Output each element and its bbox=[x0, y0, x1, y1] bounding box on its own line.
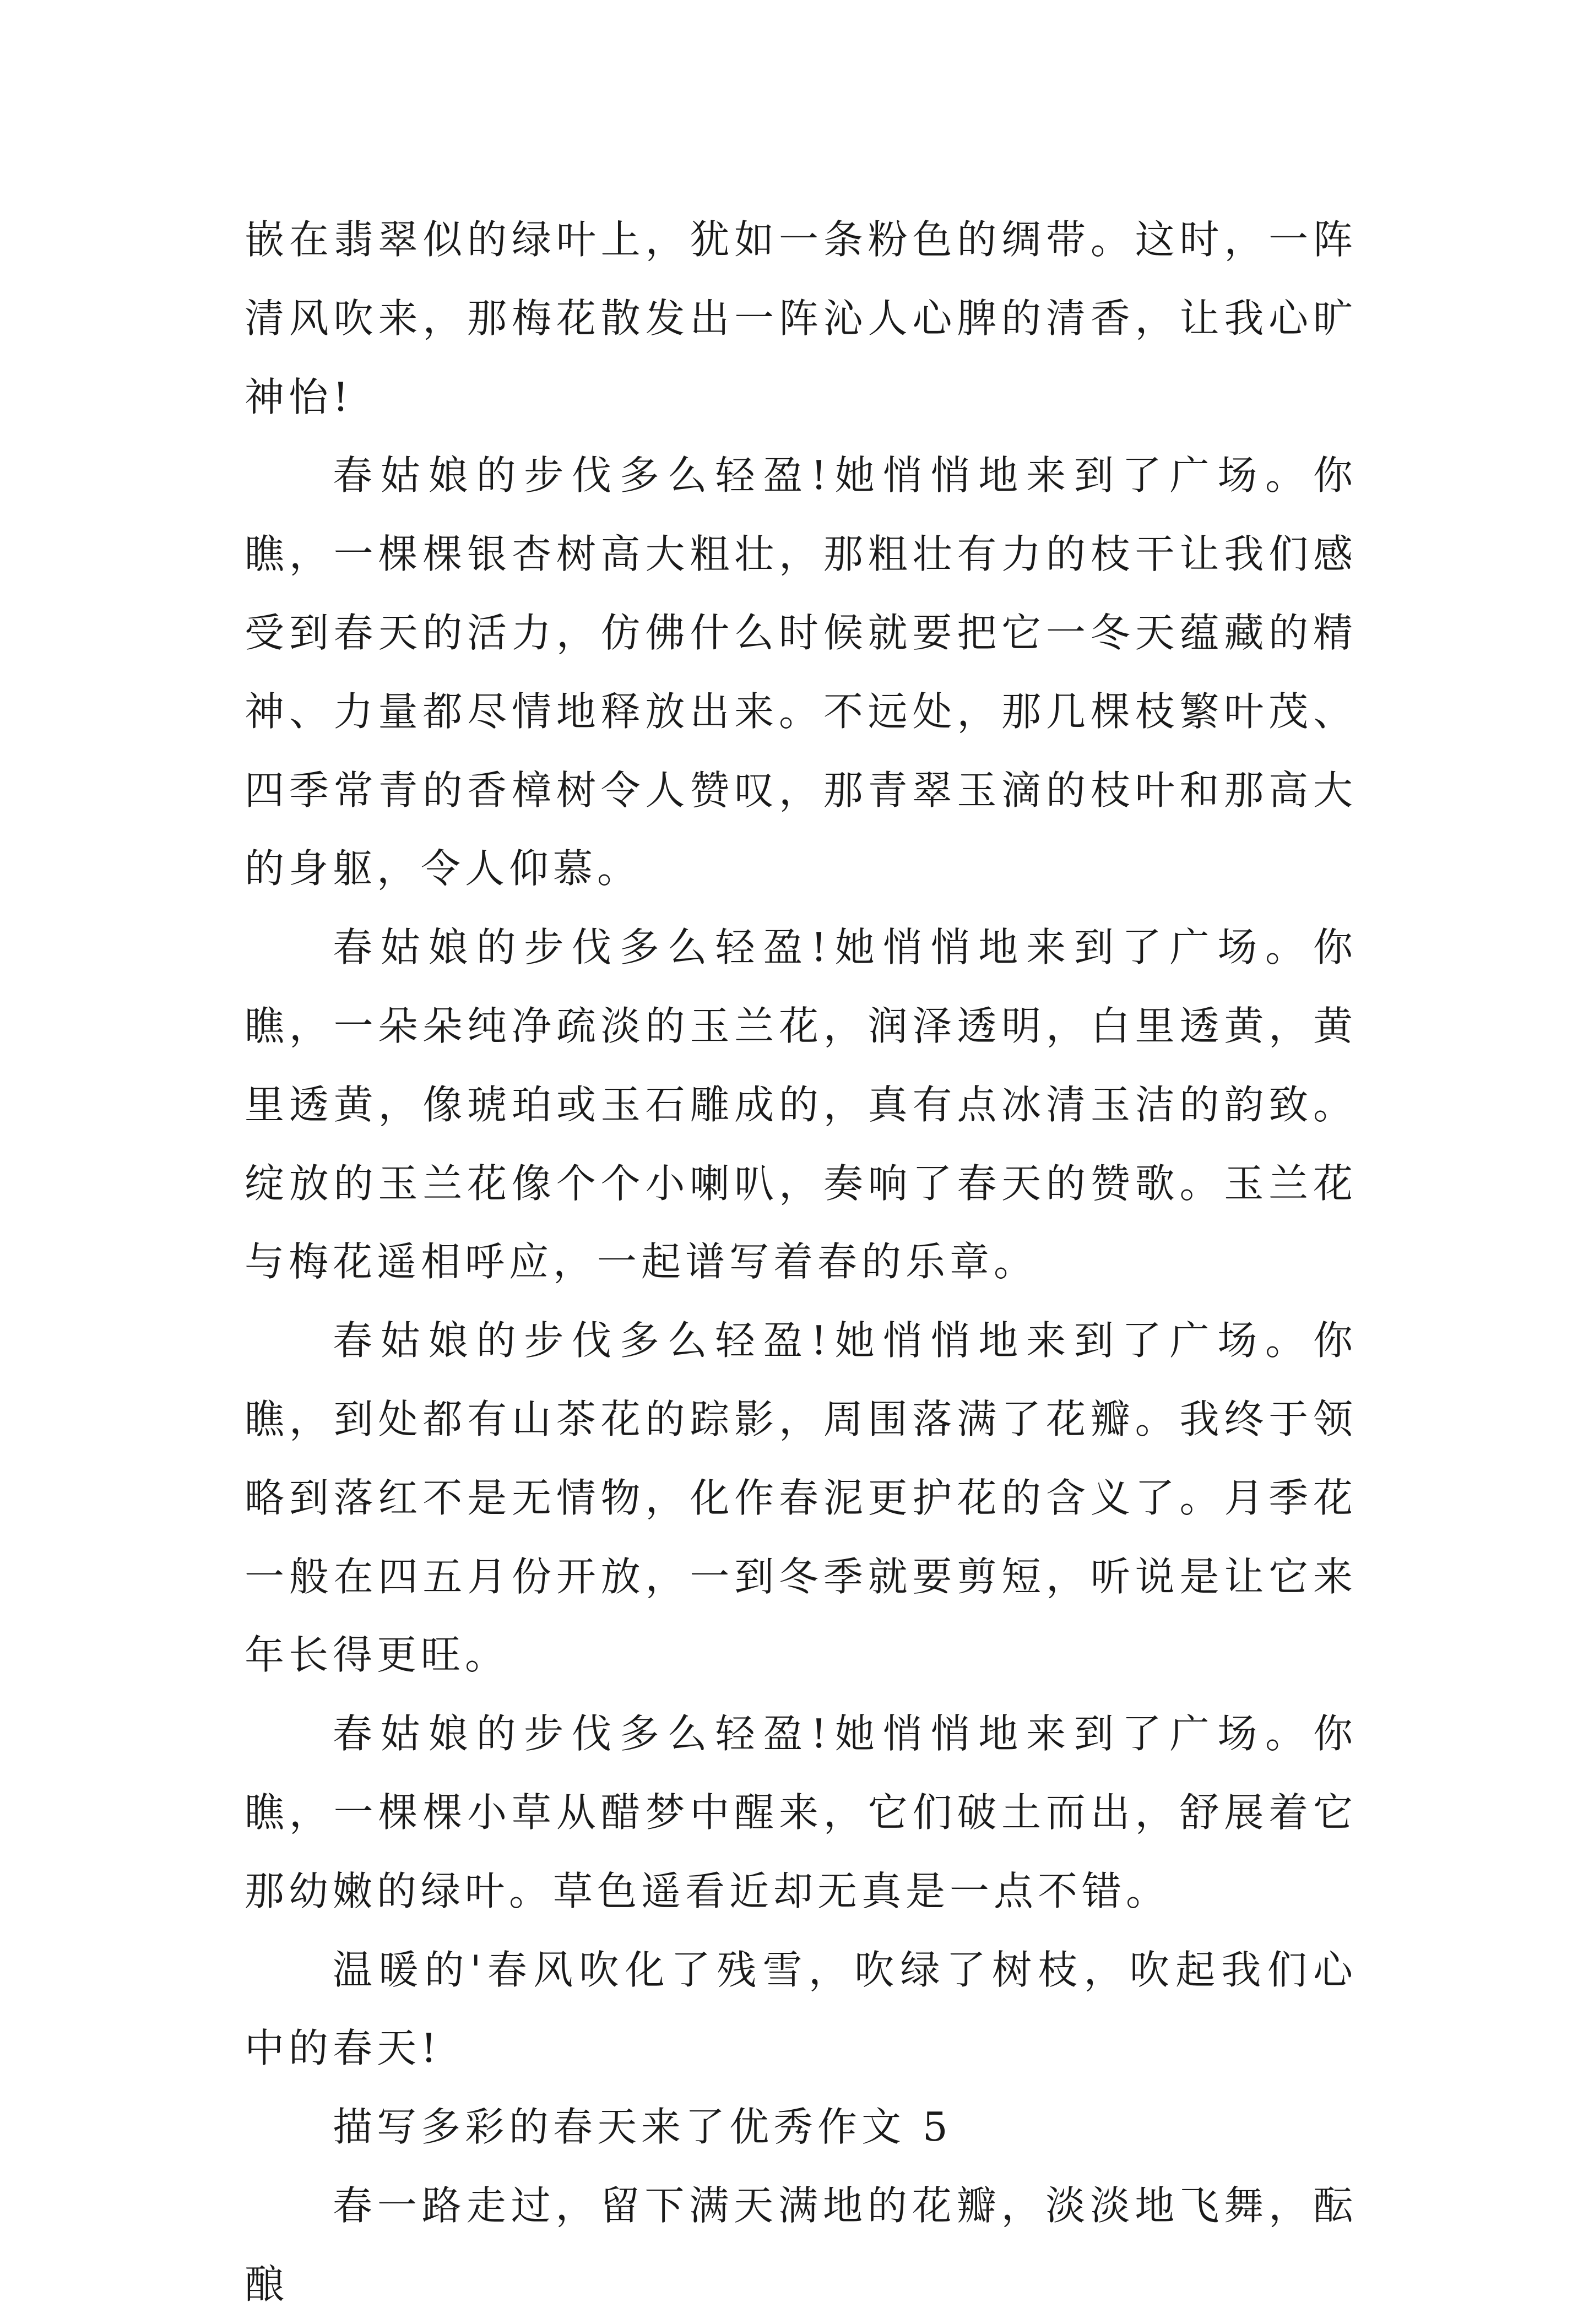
paragraph-3: 春姑娘的步伐多么轻盈!她悄悄地来到了广场。你瞧，一朵朵纯净疏淡的玉兰花，润泽透明，白里透黄，黄里透黄，像琥珀或玉石雕成的，真有点冰清玉洁的韵致。绽放的玉兰花像个个小喇叭，奏响了春天的赞歌。玉兰花与梅花遥相呼应，一起谱写着春的乐章。 bbox=[245, 924, 1357, 1285]
paragraph-6: 温暖的'春风吹化了残雪，吹绿了树枝，吹起我们心中的春天! bbox=[245, 1946, 1357, 2072]
paragraph-2: 春姑娘的步伐多么轻盈!她悄悄地来到了广场。你瞧，一棵棵银杏树高大粗壮，那粗壮有力的枝干让我们感受到春天的活力，仿佛什么时候就要把它一冬天蕴藏的精神、力量都尽情地释放出来。不远处，那几棵枝繁叶茂、四季常青的香樟树令人赞叹，那青翠玉滴的枝叶和那高大的身躯，令人仰慕。 bbox=[245, 452, 1357, 892]
paragraph-5: 春姑娘的步伐多么轻盈!她悄悄地来到了广场。你瞧，一棵棵小草从醋梦中醒来，它们破土而出，舒展着它那幼嫩的绿叶。草色遥看近却无真是一点不错。 bbox=[245, 1711, 1357, 1914]
paragraph-7: 春一路走过，留下满天满地的花瓣，淡淡地飞舞，酝酿 bbox=[245, 2182, 1357, 2307]
body-text bbox=[245, 200, 1357, 2324]
paragraph-4: 春姑娘的步伐多么轻盈!她悄悄地来到了广场。你瞧，到处都有山茶花的踪影，周围落满了花瓣。我终于领略到落红不是无情物，化作春泥更护花的含义了。月季花一般在四五月份开放，一到冬季就要剪短，听说是让它来年长得更旺。 bbox=[245, 1317, 1357, 1679]
section-heading: 描写多彩的春天来了优秀作文 5 bbox=[333, 2104, 952, 2151]
paragraph-1: 嵌在翡翠似的绿叶上，犹如一条粉色的绸带。这时，一阵清风吹来，那梅花散发出一阵沁人心脾的清香，让我心旷神怡! bbox=[245, 216, 1357, 420]
